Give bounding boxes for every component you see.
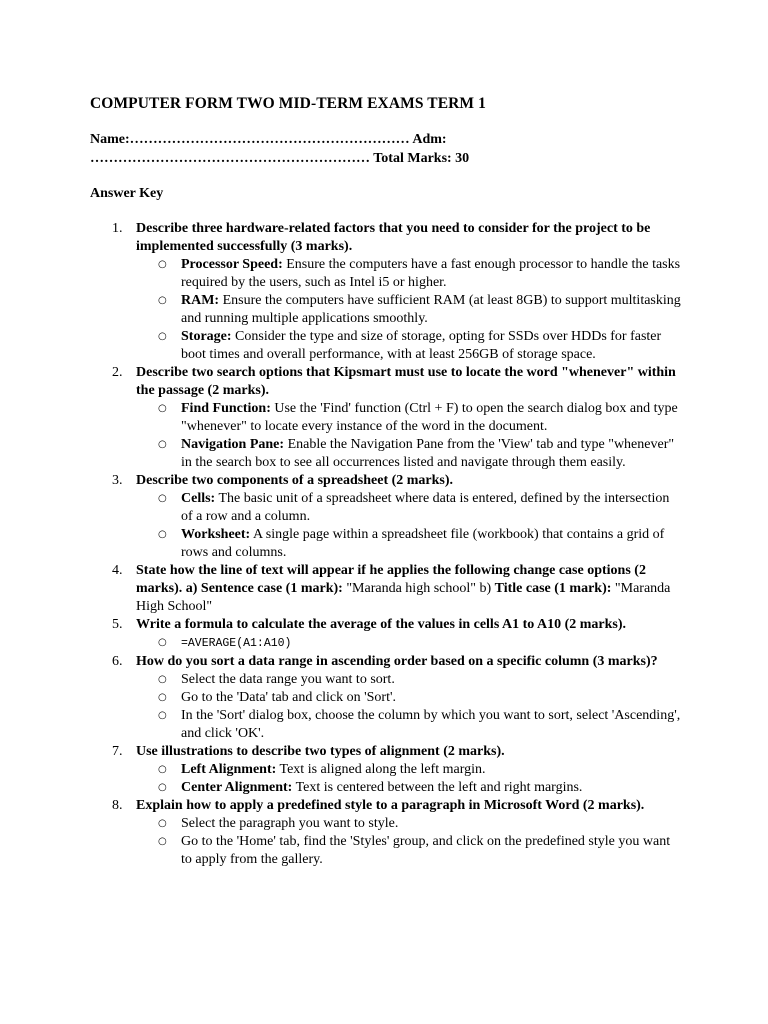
question-item <box>90 562 682 616</box>
question-text <box>136 364 682 400</box>
answer-item <box>136 671 682 689</box>
answer-text: Text is aligned along the left margin. <box>276 762 486 777</box>
answer-text: Consider the type and size of storage, opting for SSDs over HDDs for faster boot times and overall performance, with at least 256GB of storage space. <box>181 329 662 362</box>
answer-list <box>136 815 682 869</box>
answer-item <box>136 815 682 833</box>
answer-list <box>136 490 682 562</box>
question-text-main: Write a formula to calculate the average of the values in cells A1 to A10 (2 marks). <box>136 617 627 632</box>
answer-text: Ensure the computers have sufficient RAM (at least 8GB) to support multitasking and running multiple applications smoothly. <box>181 293 681 326</box>
answer-item <box>136 328 682 364</box>
bullet-icon: ○ <box>158 331 167 342</box>
answer-text: Go to the 'Data' tab and click on 'Sort'. <box>181 690 396 705</box>
answer-list <box>136 400 682 472</box>
bullet-icon: ○ <box>158 403 167 414</box>
answer-text: In the 'Sort' dialog box, choose the column by which you want to sort, select 'Ascending', and click 'OK'. <box>181 708 681 741</box>
question-text-main: Describe two search options that Kipsmart must use to locate the word "whenever" within the passage (2 marks). <box>136 365 676 398</box>
answer-label: Cells: <box>181 491 216 506</box>
bullet-icon: ○ <box>158 493 167 504</box>
bullet-icon: ○ <box>158 818 167 829</box>
answer-label: Worksheet: <box>181 527 251 542</box>
answer-item <box>136 779 682 797</box>
answer-label: Find Function: <box>181 401 271 416</box>
answer-list <box>136 256 682 364</box>
question-number: 5. <box>112 617 123 632</box>
answer-item <box>136 256 682 292</box>
bullet-icon: ○ <box>158 710 167 721</box>
answer-item <box>136 526 682 562</box>
answer-text: Use the 'Find' function (Ctrl + F) to open the search dialog box and type "whenever" to locate every instance of the word in the document. <box>181 401 678 434</box>
bullet-icon: ○ <box>158 295 167 306</box>
bullet-icon: ○ <box>158 782 167 793</box>
answer-label: Navigation Pane: <box>181 437 285 452</box>
question-number: 2. <box>112 365 123 380</box>
answer-label: Processor Speed: <box>181 257 283 272</box>
question-text <box>136 562 682 616</box>
answer-text: A single page within a spreadsheet file (workbook) that contains a grid of rows and columns. <box>181 527 665 560</box>
answer-text: Go to the 'Home' tab, find the 'Styles' group, and click on the predefined style you want to apply from the gallery. <box>181 834 671 867</box>
question-text <box>136 653 682 671</box>
question-text <box>136 472 682 490</box>
bullet-icon: ○ <box>158 439 167 450</box>
question-text <box>136 743 682 761</box>
question-text-main: State how the line of text will appear if he applies the following change case options (2 marks). a) Sentence case (1 mark): <box>136 563 646 596</box>
question-item <box>90 743 682 797</box>
question-number: 4. <box>112 563 123 578</box>
answer-label: Center Alignment: <box>181 780 293 795</box>
bullet-icon: ○ <box>158 692 167 703</box>
question-text-main: How do you sort a data range in ascending order based on a specific column (3 marks)? <box>136 654 658 669</box>
answer-item <box>136 400 682 436</box>
question-item <box>90 364 682 472</box>
question-number: 8. <box>112 798 123 813</box>
name-adm-line: Name:…………………………………………………… Adm: <box>90 132 447 147</box>
answer-text: The basic unit of a spreadsheet where data is entered, defined by the intersection of a row and a column. <box>181 491 670 524</box>
answer-text: Text is centered between the left and right margins. <box>292 780 583 795</box>
document-title: COMPUTER FORM TWO MID-TERM EXAMS TERM 1 <box>90 95 486 112</box>
bullet-icon: ○ <box>158 259 167 270</box>
question-text <box>136 797 682 815</box>
question-text-part: Title case (1 mark): <box>494 581 612 596</box>
question-item <box>90 616 682 653</box>
question-number: 6. <box>112 654 123 669</box>
question-number: 3. <box>112 473 123 488</box>
question-item <box>90 797 682 869</box>
question-text-main: Use illustrations to describe two types of alignment (2 marks). <box>136 744 505 759</box>
answer-label: Left Alignment: <box>181 762 277 777</box>
question-text <box>136 220 682 256</box>
answer-item <box>136 707 682 743</box>
question-text <box>136 616 682 634</box>
answer-text: Ensure the computers have a fast enough processor to handle the tasks required by the users, such as Intel i5 or higher. <box>181 257 681 290</box>
answer-item <box>136 689 682 707</box>
answer-text: Enable the Navigation Pane from the 'View' tab and type "whenever" in the search box to see all occurrences listed and navigate through them easily. <box>181 437 675 470</box>
answer-label: RAM: <box>181 293 220 308</box>
question-item <box>90 653 682 743</box>
question-number: 1. <box>112 221 123 236</box>
answer-inline: "Maranda high school" b) <box>342 581 495 596</box>
question-number: 7. <box>112 744 123 759</box>
question-text-main: Explain how to apply a predefined style to a paragraph in Microsoft Word (2 marks). <box>136 798 645 813</box>
answer-list <box>136 761 682 797</box>
answer-inline: "Maranda High School" <box>136 581 671 614</box>
answer-item <box>136 761 682 779</box>
answer-item <box>136 490 682 526</box>
bullet-icon: ○ <box>158 637 167 648</box>
question-text-main: Describe two components of a spreadsheet (2 marks). <box>136 473 454 488</box>
question-item <box>90 220 682 364</box>
answer-text: Select the data range you want to sort. <box>181 672 395 687</box>
answer-item <box>136 833 682 869</box>
answer-item <box>136 634 682 653</box>
total-marks-line: …………………………………………………… Total Marks: 30 <box>90 151 470 166</box>
answer-item <box>136 292 682 328</box>
answer-list <box>136 634 682 653</box>
answer-item <box>136 436 682 472</box>
question-text-main: Describe three hardware-related factors that you need to consider for the project to be implemented successfully (3 marks). <box>136 221 651 254</box>
question-list <box>90 220 682 869</box>
answer-label: Storage: <box>181 329 232 344</box>
bullet-icon: ○ <box>158 674 167 685</box>
answer-list <box>136 671 682 743</box>
answer-text: =AVERAGE(A1:A10) <box>181 637 292 650</box>
answer-text: Select the paragraph you want to style. <box>181 816 399 831</box>
section-heading: Answer Key <box>90 186 164 201</box>
question-item <box>90 472 682 562</box>
bullet-icon: ○ <box>158 764 167 775</box>
bullet-icon: ○ <box>158 836 167 847</box>
bullet-icon: ○ <box>158 529 167 540</box>
